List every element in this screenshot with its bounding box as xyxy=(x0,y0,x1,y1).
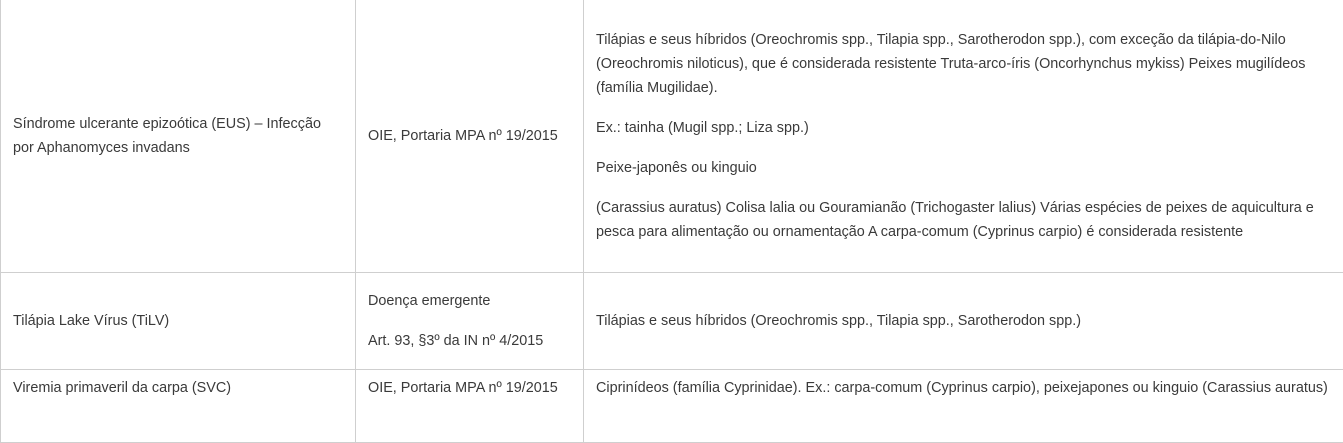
legal-basis-text: OIE, Portaria MPA nº 19/2015 xyxy=(368,376,571,400)
species-text: Tilápias e seus híbridos (Oreochromis spp., Tilapia spp., Sarotherodon spp.) xyxy=(596,309,1331,333)
disease-name: Viremia primaveril da carpa (SVC) xyxy=(13,380,231,396)
disease-name-cell xyxy=(1,273,356,370)
disease-name: Tilápia Lake Vírus (TiLV) xyxy=(13,313,169,329)
species-text: Peixe-japonês ou kinguio xyxy=(596,156,1331,180)
table-row xyxy=(1,0,1343,273)
susceptible-species-cell xyxy=(584,0,1343,273)
legal-basis-cell xyxy=(356,0,584,273)
legal-basis-text: OIE, Portaria MPA nº 19/2015 xyxy=(368,124,571,148)
species-text: Ciprinídeos (família Cyprinidae). Ex.: carpa-comum (Cyprinus carpio), peixejapones ou kinguio (Carassius auratus) xyxy=(596,376,1331,400)
legal-basis-cell xyxy=(356,273,584,370)
legal-basis-text: Art. 93, §3º da IN nº 4/2015 xyxy=(368,329,571,353)
disease-name-cell xyxy=(1,0,356,273)
legal-basis-cell xyxy=(356,370,584,443)
species-text: Tilápias e seus híbridos (Oreochromis spp., Tilapia spp., Sarotherodon spp.), com exceção da tilápia-do-Nilo (Oreochromis niloticus), que é considerada resistente Truta-arco-íris (Oncorhynchus mykiss) Peixes mugilídeos (família Mugilidae). xyxy=(596,28,1331,100)
table-row xyxy=(1,370,1343,443)
disease-name-cell xyxy=(1,370,356,443)
species-text: (Carassius auratus) Colisa lalia ou Gouramianão (Trichogaster lalius) Várias espécies de peixes de aquicultura e pesca para alimentação ou ornamentação A carpa-comum (Cyprinus carpio) é considerada resistente xyxy=(596,196,1331,244)
legal-basis-text: Doença emergente xyxy=(368,289,571,313)
susceptible-species-cell xyxy=(584,370,1343,443)
species-text: Ex.: tainha (Mugil spp.; Liza spp.) xyxy=(596,116,1331,140)
table-row xyxy=(1,273,1343,370)
disease-name: Síndrome ulcerante epizoótica (EUS) – Infecção por Aphanomyces invadans xyxy=(13,116,321,156)
susceptible-species-cell xyxy=(584,273,1343,370)
